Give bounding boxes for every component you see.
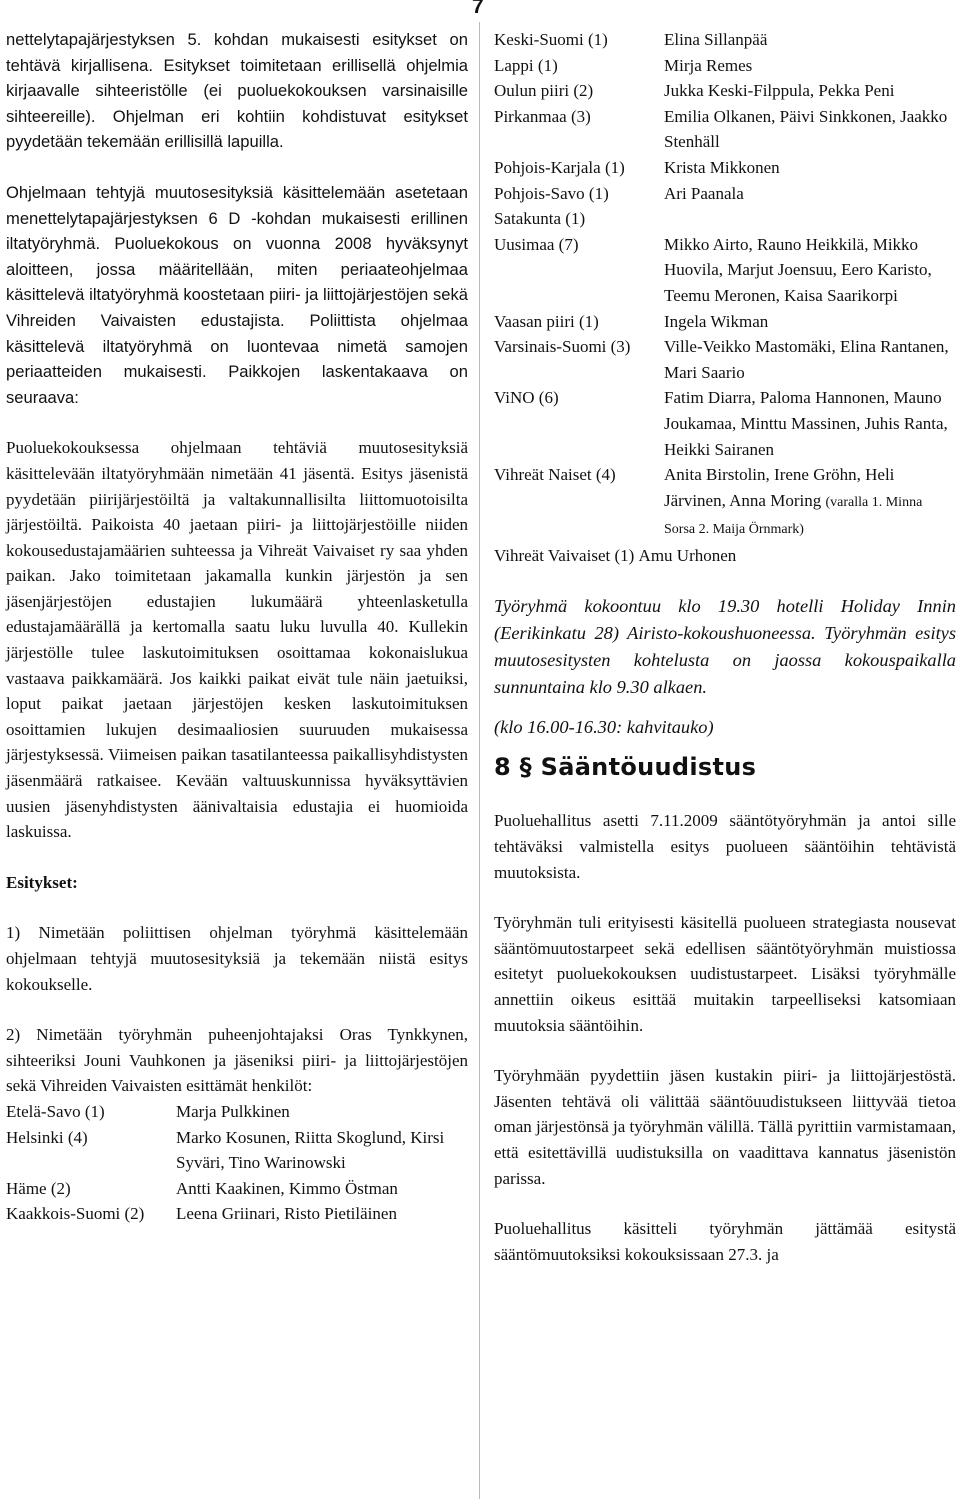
member-region: Häme (2) [6,1178,71,1198]
member-row [6,1125,468,1176]
left-column [6,27,468,1227]
member-row [494,543,956,569]
member-names-text: Anita Birstolin, Irene Gröhn, Heli Järvinen, Anna Moring [664,465,895,510]
member-region: Vihreät Vaivaiset (1) [494,545,635,565]
member-row [6,1201,468,1227]
member-list-right [494,27,956,568]
member-names: Fatim Diarra, Paloma Hannonen, Mauno Joukamaa, Minttu Massinen, Juhis Ranta, Heikki Sairanen [664,388,948,459]
member-row [494,27,956,53]
member-row [494,385,956,462]
member-names: Marko Kosunen, Riitta Skoglund, Kirsi Syväri, Tino Warinowski [176,1127,445,1173]
paragraph-jasenet: Työryhmään pyydettiin jäsen kustakin piiri- ja liittojärjestöstä. Jäsenten tehtävä oli välittää sääntöuudistukseen liittyvää tietoa oman järjestönsä ja työryhmän välillä. Tällä pyrittiin varmistamaan, että esitettävillä uudistuksilla on vaadittava kannatus jäsenistön parissa. [494,1066,956,1188]
meeting-info: Työryhmä kokoontuu klo 19.30 hotelli Holiday Innin (Eerikinkatu 28) Airisto-kokoushuoneessa. Työryhmän esitys muutosesitysten kohtelusta on jaossa kokouspaikalla sunnuntaina klo 9.30 alkaen. [494,596,956,698]
member-names [664,462,956,543]
member-names: Emilia Olkanen, Päivi Sinkkonen, Jaakko Stenhäll [664,106,948,152]
member-row [494,181,956,207]
member-region: Lappi (1) [494,55,558,75]
paragraph-tehtava: Työryhmän tuli erityisesti käsitellä puolueen strategiasta nousevat sääntömuutostarpeet sekä edellisen sääntötyöryhmän muistiossa esitetyt puoluekokouksen uudistustarpeet. Lisäksi työryhmälle annettiin oikeus esittää muitakin tarpeelliseksi katsomiaan muutoksia sääntöihin. [494,913,956,1035]
member-region: Satakunta (1) [494,209,586,229]
member-names: Ari Paanala [664,183,744,203]
esitykset-heading: Esitykset: [6,872,78,892]
paragraph-intro: nettelytapajärjestyksen 5. kohdan mukaisesti esitykset on tehtävä kirjallisena. Esitykset toimitetaan erillisellä ohjelmia kirjaavalle sihteeristölle (ei puoluekokouksen varsinaisille sihteereille). Ohjelman eri kohtiin kohdistuvat esitykset pyydetään tekemään erillisillä lapuilla. [6,30,468,152]
member-region: Vihreät Naiset (4) [494,465,616,485]
member-row [6,1176,468,1202]
member-region: ViNO (6) [494,388,559,408]
member-region: Oulun piiri (2) [494,81,594,101]
member-region: Uusimaa (7) [494,234,579,254]
member-row [494,155,956,181]
member-row [494,334,956,385]
member-names: Ville-Veikko Mastomäki, Elina Rantanen, Mari Saario [664,337,949,382]
proposal-1: 1) Nimetään poliittisen ohjelman työryhmä käsittelemään ohjelmaan tehtyjä muutosesityksiä ja tekemään niistä esitys kokoukselle. [6,923,468,994]
paragraph-kasittely: Puoluehallitus käsitteli työryhmän jättämää esitystä sääntömuutoksiksi kokouksissaan 27.3. ja [494,1219,956,1264]
member-names: Amu Urhonen [638,545,737,565]
right-column [494,27,956,1267]
member-row [6,1099,468,1125]
member-row [494,53,956,79]
member-row [494,78,956,104]
member-row [494,206,956,232]
column-divider [479,22,480,1499]
paragraph-saantotyoryhma: Puoluehallitus asetti 7.11.2009 sääntötyöryhmän ja antoi sille tehtäväksi valmistella esitys puolueen sääntöihin tehtävistä muutoksista. [494,811,956,882]
proposal-2: 2) Nimetään työryhmän puheenjohtajaksi Oras Tynkkynen, sihteeriksi Jouni Vauhkonen ja jäseniksi piiri- ja liittojärjestöjen sekä Vihreiden Vaivaisten esittämät henkilöt: [6,1025,468,1096]
member-region: Etelä-Savo (1) [6,1101,105,1121]
member-names: Antti Kaakinen, Kimmo Östman [176,1178,398,1198]
paragraph-laskentakaava: Puoluekokouksessa ohjelmaan tehtäviä muutosesityksiä käsittelevään iltatyöryhmään nimetään 41 jäsentä. Esitys jäsenistä pyydetään piirijärjestöiltä ja valtakunnallisilta liittomuotoisilta järjestöiltä. Paikoista 40 jaetaan piiri- ja liittojärjestöille niiden kokousedustajamäärien suhteessa ja Vihreät Vaivaiset ry saa yhden paikan. Jako toimitetaan jakamalla kunkin järjestön ja sen jäsenjärjestöjen edustajien lukumäärä yhteenlasketulla edustajamäärällä ja kertomalla saatu luku luvulla 40. Kullekin järjestölle tulee laskutoimituksen osoittamaa kokonaislukua vastaava paikkamäärä. Jos kaikki paikat eivät tule näin jaetuiksi, loput paikat jaetaan järjestöjen kesken laskutoimituksen osoittamien lukujen desimaaliosien suuruuden mukaisessa järjestyksessä. Viimeisen paikan tasatilanteessa paikallisyhdistysten jäsenmäärä ratkaisee. Kevään valtuuskunnissa hyväksyttävien uusien jäsenyhdistysten äänivaltaisia edustajia ei huomioida laskuissa. [6,438,468,842]
member-region: Pohjois-Karjala (1) [494,157,625,177]
member-names: Mirja Remes [664,55,753,75]
section-heading: 8 § Sääntöuudistus [494,753,757,782]
member-names: Ingela Wikman [664,311,769,331]
member-row [494,104,956,155]
member-names: Krista Mikkonen [664,157,780,177]
page-number: 7 [472,0,484,18]
member-names: Marja Pulkkinen [176,1101,290,1121]
member-region: Varsinais-Suomi (3) [494,337,631,357]
substitutes-note: (varalla 1. Minna Sorsa 2. Maija Örnmark) [664,494,923,538]
member-region: Kaakkois-Suomi (2) [6,1204,145,1224]
member-region: Pohjois-Savo (1) [494,183,609,203]
member-row [494,232,956,309]
member-names: Jukka Keski-Filppula, Pekka Peni [664,81,895,101]
member-region: Vaasan piiri (1) [494,311,599,331]
member-region: Keski-Suomi (1) [494,30,608,49]
member-names [664,206,956,232]
paragraph-iltatyoryhma: Ohjelmaan tehtyjä muutosesityksiä käsittelemään asetetaan menettelytapajärjestyksen 6 D -kohdan mukaisesti erillinen iltatyöryhmä. Puoluekokous on vuonna 2008 hyväksynyt aloitteen, jossa määritellään, miten periaateohjelmaa käsittelevä iltatyöryhmä koostetaan piiri- ja liittojärjestöjen sekä Vihreiden Vaivaisten edustajista. Poliittista ohjelmaa käsittelevä iltatyöryhmä on luontevaa nimetä samojen periaatteiden mukaisesti. Paikkojen laskentakaava on seuraava: [6,182,468,407]
member-names: Leena Griinari, Risto Pietiläinen [176,1204,397,1224]
coffee-break: (klo 16.00-16.30: kahvitauko) [494,717,714,738]
member-row [494,309,956,335]
member-list-left [6,1099,468,1227]
member-region: Pirkanmaa (3) [494,106,591,126]
member-region: Helsinki (4) [6,1127,88,1147]
member-names: Elina Sillanpää [664,30,768,49]
member-names: Mikko Airto, Rauno Heikkilä, Mikko Huovila, Marjut Joensuu, Eero Karisto, Teemu Meronen, Kaisa Saarikorpi [664,234,932,305]
member-row [494,462,956,543]
